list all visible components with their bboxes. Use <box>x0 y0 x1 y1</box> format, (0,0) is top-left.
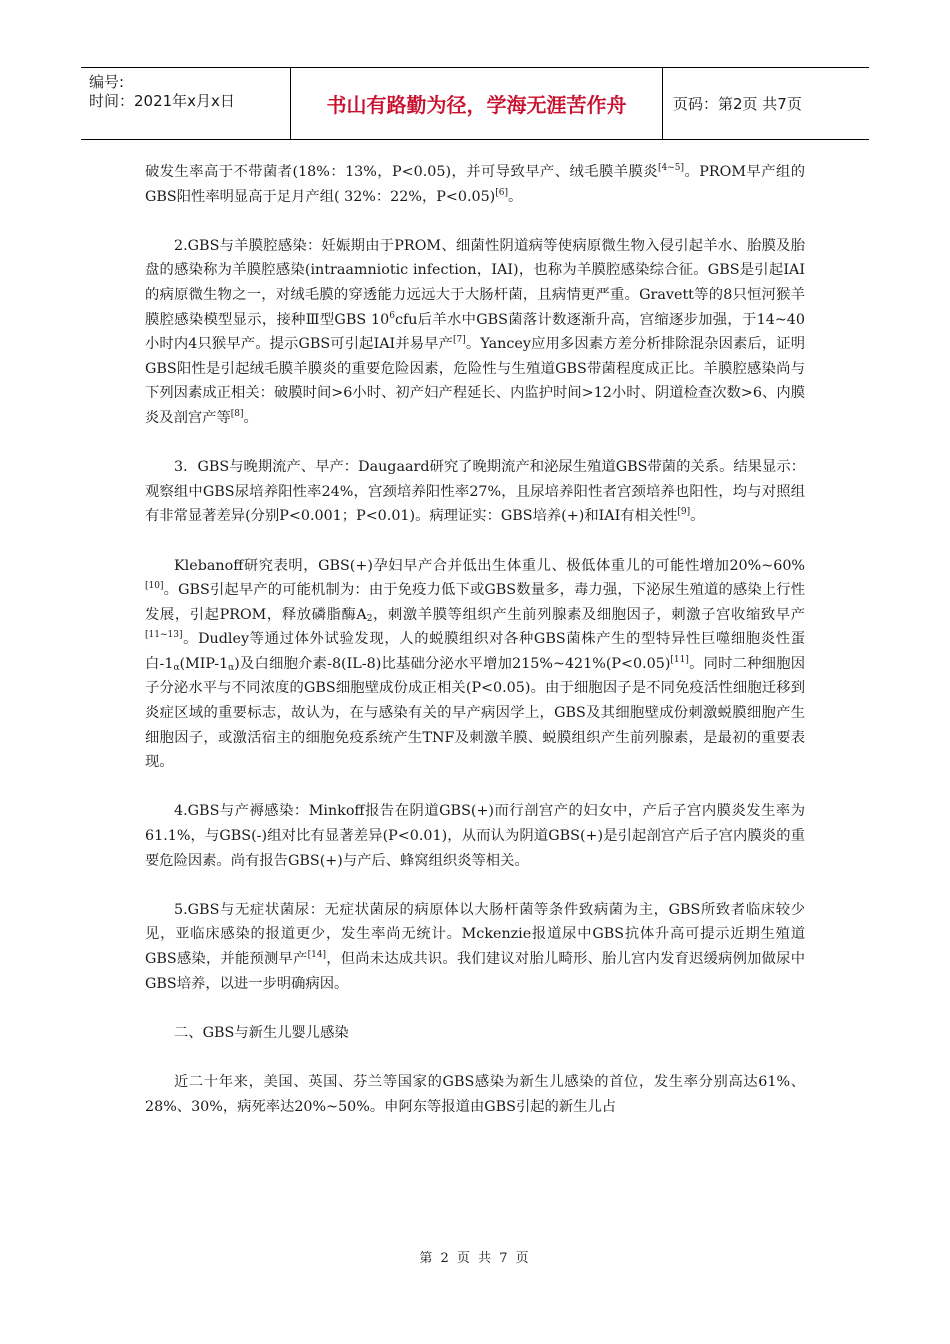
header-info <box>81 68 291 139</box>
paragraph-5: 5.GBS与无症状菌尿：无症状菌尿的病原体以大肠杆菌等条件致病菌为主，GBS所致者临床较少见，亚临床感染的报道更少，发生率尚无统计。Mckenzie报道尿中GBS抗体升高可提示近期生殖道GBS感染，并能预测早产[14]，但尚未达成共识。我们建议对胎儿畸形、胎儿宫内发育迟缓病例加做尿中GBS培养，以进一步明确病因。 <box>145 901 805 992</box>
citation: [11~13] <box>145 630 183 641</box>
citation: [6] <box>495 187 509 198</box>
paragraph-1: 2.GBS与羊膜腔感染：妊娠期由于PROM、细菌性阴道病等使病原微生物入侵引起羊水、胎膜及胎盘的感染称为羊膜腔感染(intraamniotic infection，IAI)，也称为羊膜腔感染综合征。GBS是引起IAI的病原微生物之一，对绒毛膜的穿透能力远远大于大肠杆菌，且病情更严重。Gravett等的8只恒河猴羊膜腔感染模型显示，接种Ⅲ型GBS $10^6cfu$后羊水中GBS菌落计数逐渐升高，宫缩逐步加强，于14~40小时内4只猴早产。提示GBS可引起IAI并易早产[7]。Yancey应用多因素方差分析排除混杂因素后，证明GBS阳性是引起绒毛膜羊膜炎的重要危险因素，危险性与生殖道GBS带菌程度成正比。羊膜腔感染尚与下列因素成正相关：破膜时间>6小时、初产妇产程延长、内监护时间>12小时、阴道检查次数>6、内膜炎及剖宫产等[8]。 <box>145 237 806 426</box>
section-heading: 二、GBS与新生儿婴儿感染 <box>174 1024 349 1041</box>
number-label: 编号: <box>89 73 125 91</box>
citation: [10] <box>145 581 164 592</box>
header-page-label: 页码：第2页 共7页 <box>673 95 802 113</box>
citation: [7] <box>453 335 466 346</box>
citation: [11] <box>670 654 689 665</box>
header-table <box>81 67 869 140</box>
paragraph-7: 近二十年来，美国、英国、芬兰等国家的GBS感染为新生儿感染的首位，发生率分别高达61%、28%、30%，病死率达20%~50%。申阿东等报道由GBS引起的新生儿占 <box>145 1073 805 1115</box>
paragraph-4: 4.GBS与产褥感染：Minkoff报告在阴道GBS(+)而行剖宫产的妇女中，产后子宫内膜炎发生率为61.1%，与GBS(-)组对比有显著差异(P<0.01)，从而认为阴道GBS(+)是引起剖宫产后子宫内膜炎的重要危险因素。尚有报告GBS(+)与产后、蜂窝组织炎等相关。 <box>145 803 805 869</box>
citation: [4~5] <box>658 163 685 173</box>
citation: [14] <box>307 950 327 960</box>
paragraph-0: 破发生率高于不带菌者(18%：13%，P<0.05)，并可导致早产、绒毛膜羊膜炎[4~5]。PROM早产组的GBS阳性率明显高于足月产组( 32%：22%，P<0.05)[6]。 <box>145 163 805 205</box>
paragraph-2: 3．GBS与晚期流产、早产：Daugaard研究了晚期流产和泌尿生殖道GBS带菌的关系。结果显示：观察组中GBS尿培养阳性率24%，宫颈培养阳性率27%，且尿培养阳性者宫颈培养也阳性，均与对照组有非常显著差异(分别P<0.001；P<0.01)。病理证实：GBS培养(+)和IAI有相关性[9]。 <box>145 459 805 525</box>
document-body <box>145 160 805 1119</box>
header-motto: 书山有路勤为径，学海无涯苦作舟 <box>291 68 663 139</box>
citation: [8] <box>230 408 244 419</box>
page-footer: 第 2 页 共 7 页 <box>419 1251 531 1266</box>
citation: [9] <box>677 507 691 518</box>
time-label: 时间：2021年x月x日 <box>89 92 235 110</box>
paragraph-3: Klebanoff研究表明，GBS(+)孕妇早产合并低出生体重儿、极低体重儿的可能性增加20%~60%[10]。GBS引起早产的可能机制为：由于免疫力低下或GBS数量多，毒力强，下泌尿生殖道的感染上行性发展，引起PROM，释放磷脂酶$A_2$，刺激羊膜等组织产生前列腺素及细胞因子，刺激子宫收缩致早产[11~13]。Dudley等通过体外试验发现，人的蜕膜组织对各种GBS菌株产生的型特异性巨噬细胞炎性蛋白$-1_\alpha(MIP-1_\alpha)$及白细胞介素-8(IL-8)比基础分泌水平增加215%~421%(P<0.05)[11]。同时二种细胞因子分泌水平与不同浓度的GBS细胞壁成份成正相关(P<0.05)。由于细胞因子是不同免疫活性细胞迁移到炎症区域的重要标志，故认为，在与感染有关的早产病因学上，GBS及其细胞壁成份刺激蜕膜细胞产生细胞因子，或激活宿主的细胞免疫系统产生TNF及刺激羊膜、蜕膜组织产生前列腺素，是最初的重要表现。 <box>145 557 806 771</box>
